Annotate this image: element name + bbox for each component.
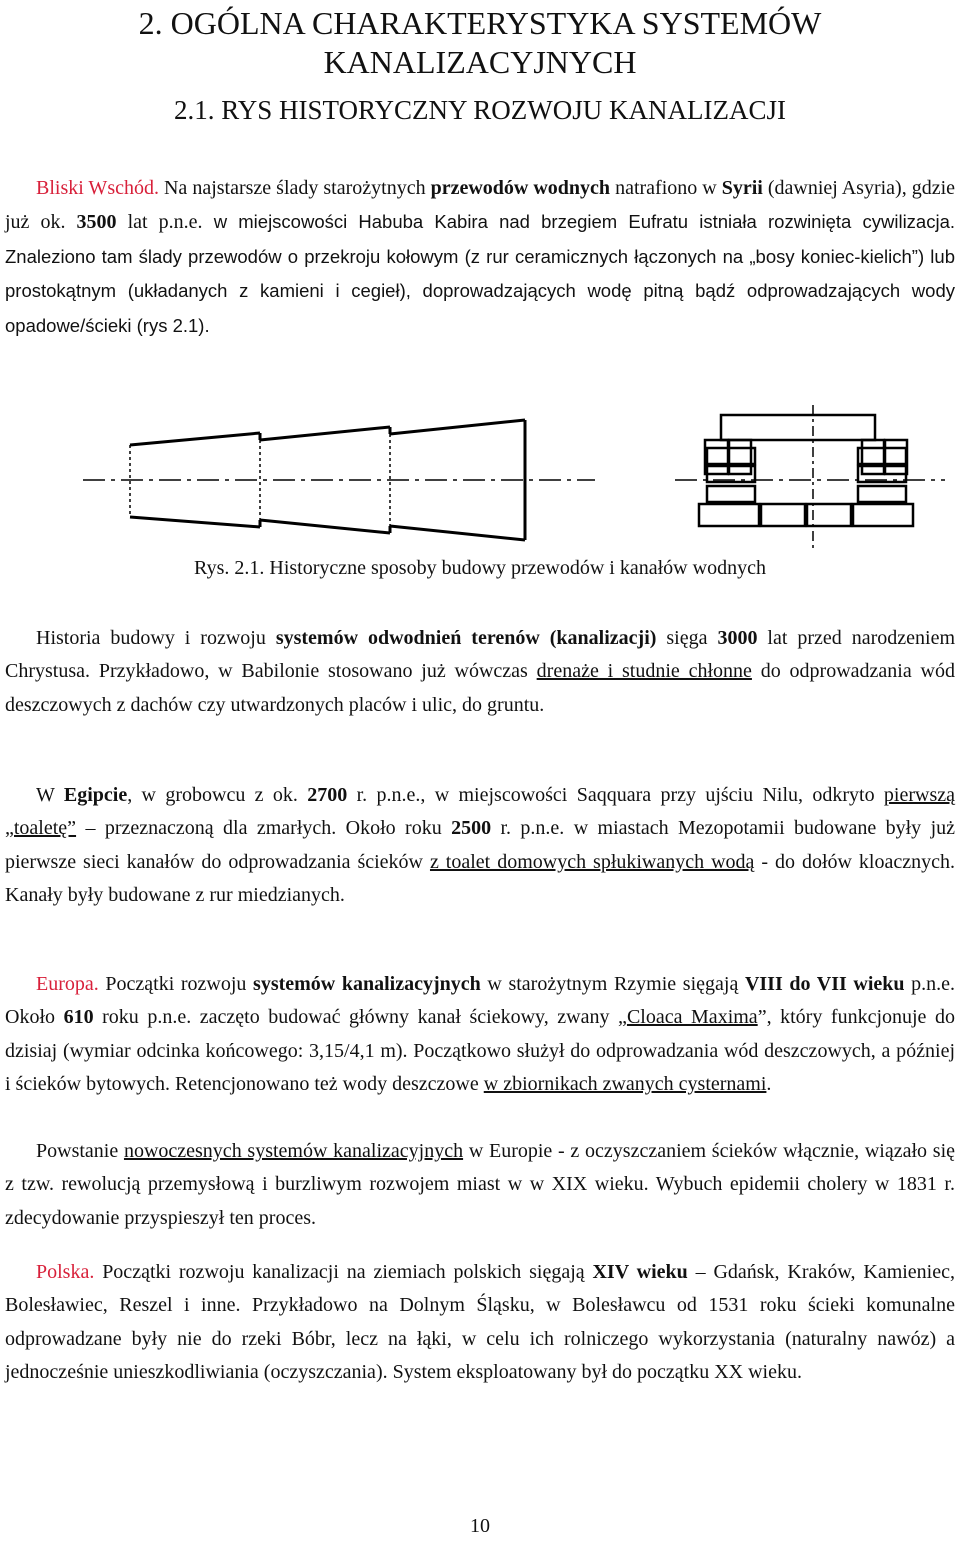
- paragraph-near-east: Bliski Wschód. Na najstarsze ślady starożytnych przewodów wodnych natrafiono w Syrii (dawniej Asyria), gdzie już ok. 3500 lat p.n.e. w miejscowości Habuba Kabira nad brzegiem Eufratu istniała rozwinięta cywilizacja. Znaleziono tam ślady przewodów o przekroju kołowym (z rur ceramicznych łączonych na „bosy koniec-kielich”) lub prostokątnym (układanych z kamieni i cegieł), doprowadzających wodę pitną bądź odprowadzających wody opadowe/ścieki (rys 2.1).: [5, 177, 956, 336]
- section-title: 2.1. RYS HISTORYCZNY ROZWOJU KANALIZACJI: [173, 95, 787, 125]
- chapter-title: [0, 4, 960, 82]
- region-label-poland: Polska.: [36, 1261, 95, 1283]
- paragraph-history: Historia budowy i rozwoju systemów odwodnień terenów (kanalizacji) sięga 3000 lat przed narodzeniem Chrystusa. Przykładowo, w Babilonie stosowano już wówczas drenaże i studnie chłonne do odprowadzania wód deszczowych z dachów czy utwardzonych placów i ulic, do gruntu.: [5, 627, 955, 716]
- circular-pipes-drawing: [83, 420, 595, 540]
- paragraph-europe: Europa. Początki rozwoju systemów kanalizacyjnych w starożytnym Rzymie sięgają VIII do VII wieku p.n.e. Około 610 roku p.n.e. zaczęto budować główny kanał ściekowy, zwany „Cloaca Maxima”, który funkcjonuje do dzisiaj (wymiar odcinka końcowego: 3,15/4,1 m). Początkowo służył do odprowadzania wód deszczowych, a później i ścieków bytowych. Retencjonowano też wody deszczowe w zbiornikach zwanych cysternami.: [5, 973, 956, 1096]
- rectangular-channel-drawing: [675, 405, 945, 550]
- paragraph-modern-systems: Powstanie nowoczesnych systemów kanalizacyjnych w Europie - z oczyszczaniem ścieków włącznie, wiązało się z tzw. rewolucją przemysłową i burzliwym rozwojem miast w w XIX wieku. Wybuch epidemii cholery w 1831 r. zdecydowanie przyspieszył ten proces.: [5, 1140, 955, 1229]
- chapter-title-line-1: 2. OGÓLNA CHARAKTERYSTYKA SYSTEMÓW: [138, 5, 822, 41]
- region-label-europe: Europa.: [36, 973, 99, 995]
- region-label-near-east: Bliski Wschód.: [36, 177, 159, 199]
- pipe-construction-figure: [75, 400, 945, 550]
- chapter-title-line-2: KANALIZACYJNYCH: [323, 44, 637, 80]
- page-number: 10: [470, 1515, 490, 1537]
- paragraph-poland: Polska. Początki rozwoju kanalizacji na ziemiach polskich sięgają XIV wieku – Gdańsk, Kraków, Kamieniec, Bolesławiec, Reszel i inne. Przykładowo na Dolnym Śląsku, w Bolesławcu od 1531 roku ścieki komunalne odprowadzane były nie do rzeki Bóbr, lecz na łąki, w celu ich rolniczego wykorzystania (naturalny nawóz) a jednocześnie unieszkodliwiania (oczyszczania). System eksploatowany był do początku XX wieku.: [5, 1261, 955, 1384]
- paragraph-egypt: W Egipcie, w grobowcu z ok. 2700 r. p.n.e., w miejscowości Saqquara przy ujściu Nilu, odkryto pierwszą „toaletę” – przeznaczoną dla zmarłych. Około roku 2500 r. p.n.e. w miastach Mezopotamii budowane były już pierwsze sieci kanałów do odprowadzania ścieków z toalet domowych spłukiwanych wodą - do dołów kloacznych. Kanały były budowane z rur miedzianych.: [5, 784, 955, 907]
- figure-caption: Rys. 2.1. Historyczne sposoby budowy przewodów i kanałów wodnych: [194, 557, 766, 579]
